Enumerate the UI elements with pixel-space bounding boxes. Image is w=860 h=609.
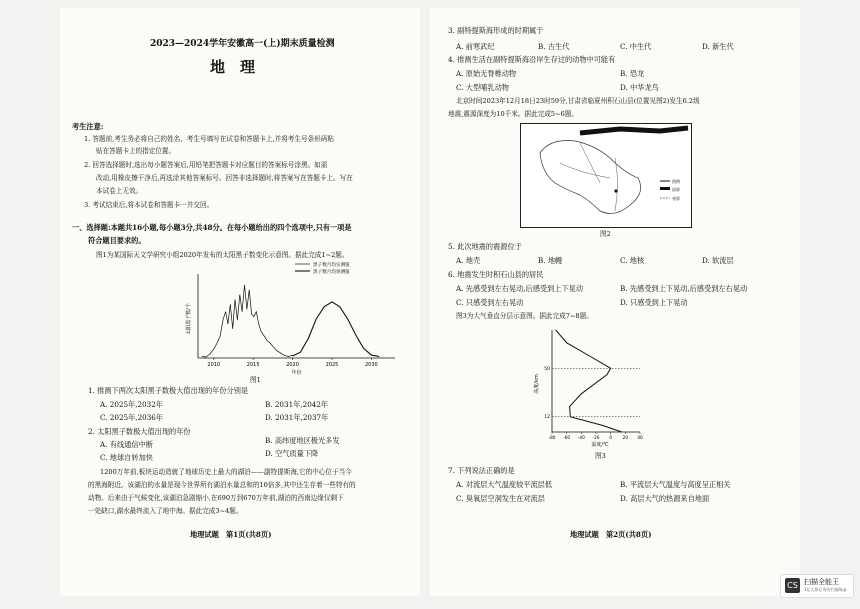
q3-option-b[interactable]: B. 古生代 [538, 42, 570, 51]
q7-option-b[interactable]: B. 平流层大气温度与高度呈正相关 [620, 480, 731, 489]
data-point [300, 352, 301, 353]
data-point [555, 330, 556, 331]
q2-option-d[interactable]: D. 空气质量下降 [265, 449, 319, 458]
question-1: 1. 推测下两次太阳黑子数极大值出现的年份分别是 [88, 386, 249, 395]
data-point [332, 302, 333, 303]
legend-province-label: 省界 [672, 196, 680, 201]
section-heading-cont: 符合题目要求的。 [88, 236, 146, 245]
scanner-watermark [780, 574, 854, 598]
legend-border-swatch [660, 187, 670, 190]
passage-line: 1200万年前,板块运动造就了地球历史上最大的湖泊——副特提斯海,它的中心位于当今 [100, 468, 352, 476]
fig1-intro: 图1为某国际天文学研究小组2020年发布的太阳黑子数变化示意图。据此完成1~2题。 [96, 251, 349, 259]
data-point [217, 343, 218, 344]
data-point [570, 416, 571, 417]
question-4: 4. 推测生活在副特提斯海沿岸生存过的动物中可能有 [448, 55, 616, 64]
notice-line: 改动,用橡皮擦干净后,再选涂其他答案标号。回答非选择题时,将答案写在答题卡上。写在 [96, 174, 353, 182]
jishishan-marker [614, 189, 617, 192]
question-6: 6. 地震发生时积石山县的居民 [448, 270, 544, 279]
passage-line: 一处缺口,湖水最终流入了地中海。据此完成3~4题。 [88, 507, 243, 515]
data-point [242, 311, 243, 312]
data-point [264, 336, 265, 337]
data-point [220, 336, 221, 337]
data-point [251, 314, 252, 315]
legend-label-2: 黑子数月均预测值 [313, 270, 350, 275]
scanner-name: 扫描全能王 [804, 578, 839, 586]
q1-option-c[interactable]: C. 2025年,2036年 [100, 413, 164, 422]
q5-option-a[interactable]: A. 地壳 [456, 256, 481, 265]
x-tick-label: 2010 [207, 362, 221, 368]
x-tick-label: -80 [548, 435, 556, 440]
data-point [256, 311, 257, 312]
data-point [284, 355, 285, 356]
q6-option-d[interactable]: D. 只感受到上下晃动 [620, 298, 688, 307]
y-axis-label: 太阳黑子数/个 [186, 303, 192, 335]
notice-line: 2. 回答选择题时,选出每小题答案后,用铅笔把答题卡对应题目的答案标号涂黑。如需 [84, 161, 328, 169]
data-point [603, 425, 604, 426]
scanner-logo-icon: CS [785, 578, 800, 593]
q6-option-a[interactable]: A. 先感受到左右晃动,后感受到上下晃动 [456, 284, 584, 293]
data-point [581, 394, 582, 395]
series-line-1 [202, 285, 293, 357]
data-point [223, 319, 224, 320]
sunspot-chart [170, 258, 410, 378]
y-tick-label: 12 [544, 415, 550, 421]
x-tick-label: 2020 [286, 362, 299, 368]
data-point [588, 355, 589, 356]
data-point [355, 334, 356, 335]
x-tick-label: -20 [592, 435, 600, 440]
data-point [247, 309, 248, 310]
data-point [363, 348, 364, 349]
fig3-caption: 图3 [595, 452, 606, 460]
data-point [347, 319, 348, 320]
q4-option-c[interactable]: C. 大型哺乳动物 [456, 83, 509, 92]
passage-line: 的黑海附近。该湖泊的水量是现今世界所有湖泊水量总和的10倍多,其中还生存着一些特有的 [88, 481, 356, 489]
data-point [340, 307, 341, 308]
q2-option-a[interactable]: A. 有线通信中断 [100, 440, 153, 449]
fig3-ylabel: 高度/km [534, 374, 540, 394]
data-point [206, 357, 207, 358]
data-point [316, 319, 317, 320]
data-point [277, 350, 278, 351]
x-tick-label: -40 [577, 435, 585, 440]
series-line-2 [293, 302, 380, 357]
data-point [610, 368, 611, 369]
x-tick-label: -60 [563, 435, 571, 440]
page-footer: 地理试题 第1页(共8页) [190, 530, 272, 539]
data-point [324, 307, 325, 308]
data-point [214, 349, 215, 350]
data-point [254, 316, 255, 317]
data-point [566, 343, 567, 344]
data-point [371, 355, 372, 356]
data-point [240, 294, 241, 295]
notice-title: 考生注意: [72, 122, 104, 131]
subject-title: 地 理 [210, 58, 256, 76]
q6-option-c[interactable]: C. 只感受到左右晃动 [456, 298, 524, 307]
data-point [225, 311, 226, 312]
q3-option-c[interactable]: C. 中生代 [620, 42, 652, 51]
data-point [267, 341, 268, 342]
question-3: 3. 副特提斯海形成的时期属于 [448, 26, 544, 35]
fig1-caption: 图1 [250, 376, 261, 384]
q7-option-a[interactable]: A. 对流层大气温度较平流层低 [456, 480, 553, 489]
atmosphere-chart [530, 324, 650, 449]
q7-option-d[interactable]: D. 高层大气的热源来自地面 [620, 494, 710, 503]
data-point [569, 406, 570, 407]
data-point [249, 290, 250, 291]
fig3-intro: 图3为大气垂直分层示意图。据此完成7~8题。 [456, 312, 593, 320]
notice-line: 1. 答题前,考生务必将自己的姓名、考生号填写在试卷和答题卡上,并将考生号条形码粘 [84, 135, 334, 143]
data-point [202, 356, 203, 357]
q5-option-b[interactable]: B. 地幔 [538, 256, 563, 265]
data-point [270, 343, 271, 344]
q1-option-b[interactable]: B. 2031年,2042年 [265, 400, 329, 409]
data-point [607, 374, 608, 375]
data-point [288, 356, 289, 357]
data-point [292, 356, 293, 357]
q2-option-b[interactable]: B. 高纬度地区极光多发 [265, 436, 340, 445]
q4-option-b[interactable]: B. 恐龙 [620, 69, 645, 78]
quake-intro: 北京时间2023年12月18日23时59分,甘肃省临夏州积石山县(位置见图2)发生6.2级 [456, 97, 700, 105]
legend-label-1: 黑子数月均实测值 [313, 263, 350, 268]
legend-border-label: 国界 [672, 187, 680, 192]
q3-option-a[interactable]: A. 前寒武纪 [456, 42, 495, 51]
question-2: 2. 太阳黑子数极大值出现的年份 [88, 427, 191, 436]
data-point [379, 356, 380, 357]
fig2-caption: 图2 [600, 230, 611, 238]
passage-line: 动物。后来由于气候变化,该湖泊急剧缩小,在690万到670万年前,湖泊的西南边缘仅剩下 [88, 494, 344, 502]
notice-line: 贴在答题卡上的指定位置。 [96, 147, 176, 155]
q3-option-d[interactable]: D. 新生代 [702, 42, 734, 51]
data-point [621, 432, 622, 433]
section-heading: 一、选择题:本题共16小题,每小题3分,共48分。在每小题给出的四个选项中,只有一项是 [72, 223, 352, 232]
data-point [232, 329, 233, 330]
fig3-xlabel: 温度/℃ [591, 442, 609, 448]
q1-option-d[interactable]: D. 2031年,2037年 [265, 413, 329, 422]
data-point [280, 353, 281, 354]
q2-option-c[interactable]: C. 地球自转加快 [100, 453, 153, 462]
notice-line: 本试卷上无效。 [96, 187, 143, 195]
question-5: 5. 此次地震的震源位于 [448, 242, 522, 251]
x-tick-label: 2015 [246, 362, 260, 368]
x-tick-label: 40 [637, 435, 643, 440]
q7-option-c[interactable]: C. 臭氧层空洞发生在对流层 [456, 494, 545, 503]
q5-option-d[interactable]: D. 软流层 [702, 256, 734, 265]
data-point [258, 324, 259, 325]
x-tick-label: 2025 [325, 362, 339, 368]
data-point [261, 331, 262, 332]
data-point [292, 355, 293, 356]
x-tick-label: 0 [609, 435, 613, 440]
y-tick-label: 50 [544, 366, 550, 372]
x-axis-label: 年份 [291, 370, 302, 376]
data-point [210, 354, 211, 355]
data-point [237, 320, 238, 321]
x-tick-label: 20 [622, 435, 629, 440]
question-7: 7. 下列说法正确的是 [448, 466, 515, 475]
data-point [244, 285, 245, 286]
q6-option-b[interactable]: B. 先感受到上下晃动,后感受到左右晃动 [620, 284, 748, 293]
scanner-tagline: 3亿人都在用的扫描App [804, 587, 847, 592]
page-footer: 地理试题 第2页(共8页) [570, 530, 652, 539]
data-point [235, 299, 236, 300]
q4-option-d[interactable]: D. 中华龙鸟 [620, 83, 659, 92]
data-point [228, 324, 229, 325]
q4-option-a[interactable]: A. 原始无脊椎动物 [456, 69, 517, 78]
data-point [230, 304, 231, 305]
data-point [308, 338, 309, 339]
data-point [273, 347, 274, 348]
gansu-map [520, 123, 692, 228]
q1-option-a[interactable]: A. 2025年,2032年 [100, 400, 164, 409]
quake-intro-cont: 地震,震源深度为10千米。据此完成5~6题。 [448, 110, 578, 118]
left-page [60, 8, 420, 596]
exam-title: 2023—2024学年安徽高一(上)期末质量检测 [150, 39, 335, 49]
legend-title: 图例 [672, 179, 680, 184]
notice-line: 3. 考试结束后,将本试卷和答题卡一并交回。 [84, 201, 214, 209]
right-page [430, 8, 800, 596]
x-tick-label: 2030 [364, 362, 378, 368]
q5-option-c[interactable]: C. 地核 [620, 256, 645, 265]
